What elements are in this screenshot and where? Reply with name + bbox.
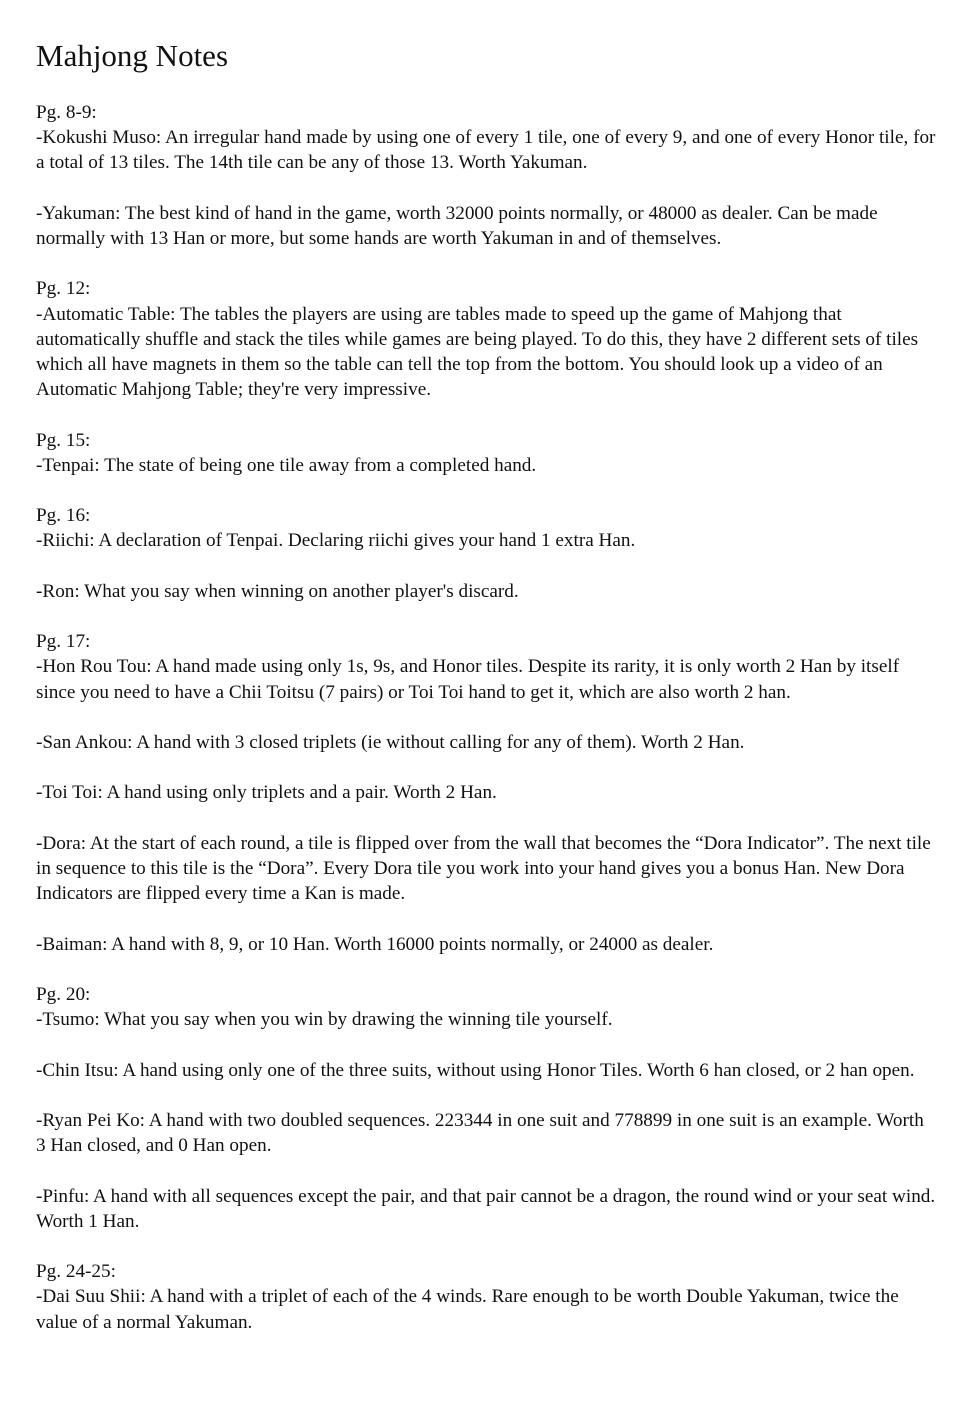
- note-tenpai: -Tenpai: The state of being one tile away from a completed hand.: [36, 454, 537, 476]
- note-dora: -Dora: At the start of each round, a tile is flipped over from the wall that becomes the “Dora Indicator”. The next tile in sequence to this tile is the “Dora”. Every Dora tile you work into your hand gives you a bonus Han. New Dora Indicators are flipped every time a Kan is made.: [36, 832, 931, 905]
- note-san-ankou: -San Ankou: A hand with 3 closed triplets (ie without calling for any of them). Worth 2 Han.: [36, 731, 745, 753]
- note-chin-itsu: -Chin Itsu: A hand using only one of the three suits, without using Honor Tiles. Worth 6 han closed, or 2 han open.: [36, 1059, 915, 1081]
- section-pg-16: [36, 503, 936, 604]
- note-toi-toi: -Toi Toi: A hand using only triplets and a pair. Worth 2 Han.: [36, 782, 497, 804]
- section-pg-17: [36, 629, 936, 957]
- note-riichi: -Riichi: A declaration of Tenpai. Declaring riichi gives your hand 1 extra Han.: [36, 530, 636, 552]
- section-pg-15: [36, 428, 936, 478]
- note-dai-suu-shii: -Dai Suu Shii: A hand with a triplet of each of the 4 winds. Rare enough to be worth Double Yakuman, twice the value of a normal Yakuman.: [36, 1286, 899, 1333]
- document-page: [36, 36, 936, 1335]
- note-ron: -Ron: What you say when winning on another player's discard.: [36, 580, 519, 602]
- note-kokushi-muso: -Kokushi Muso: An irregular hand made by using one of every 1 tile, one of every 9, and one of every Honor tile, for a total of 13 tiles. The 14th tile can be any of those 13. Worth Yakuman.: [36, 127, 936, 174]
- section-pg-24-25: [36, 1259, 936, 1335]
- page-title: Mahjong Notes: [36, 38, 229, 73]
- note-automatic-table: -Automatic Table: The tables the players are using are tables made to speed up the game of Mahjong that automatically shuffle and stack the tiles while games are being played. To do this, they have 2 different sets of tiles which all have magnets in them so the table can tell the top from the bottom. You should look up a video of an Automatic Mahjong Table; they're very impressive.: [36, 303, 919, 401]
- section-heading: Pg. 17:: [36, 631, 91, 653]
- section-heading: Pg. 16:: [36, 505, 91, 527]
- section-pg-20: [36, 982, 936, 1234]
- note-tsumo: -Tsumo: What you say when you win by drawing the winning tile yourself.: [36, 1009, 613, 1031]
- note-hon-rou-tou: -Hon Rou Tou: A hand made using only 1s, 9s, and Honor tiles. Despite its rarity, it is only worth 2 Han by itself since you need to have a Chii Toitsu (7 pairs) or Toi Toi hand to get it, which are also worth 2 han.: [36, 656, 900, 703]
- section-heading: Pg. 15:: [36, 429, 91, 451]
- section-heading: Pg. 12:: [36, 278, 91, 300]
- note-yakuman: -Yakuman: The best kind of hand in the game, worth 32000 points normally, or 48000 as dealer. Can be made normally with 13 Han or more, but some hands are worth Yakuman in and of themselves.: [36, 202, 878, 249]
- note-ryan-pei-ko: -Ryan Pei Ko: A hand with two doubled sequences. 223344 in one suit and 778899 in one suit is an example. Worth 3 Han closed, and 0 Han open.: [36, 1109, 924, 1157]
- section-heading: Pg. 24-25:: [36, 1261, 116, 1283]
- section-pg-12: [36, 276, 936, 402]
- section-heading: Pg. 8-9:: [36, 102, 97, 123]
- section-pg-8-9: [36, 100, 936, 251]
- note-baiman: -Baiman: A hand with 8, 9, or 10 Han. Worth 16000 points normally, or 24000 as dealer.: [36, 933, 714, 955]
- section-heading: Pg. 20:: [36, 983, 91, 1005]
- note-pinfu: -Pinfu: A hand with all sequences except the pair, and that pair cannot be a dragon, the round wind or your seat wind. Worth 1 Han.: [36, 1185, 936, 1232]
